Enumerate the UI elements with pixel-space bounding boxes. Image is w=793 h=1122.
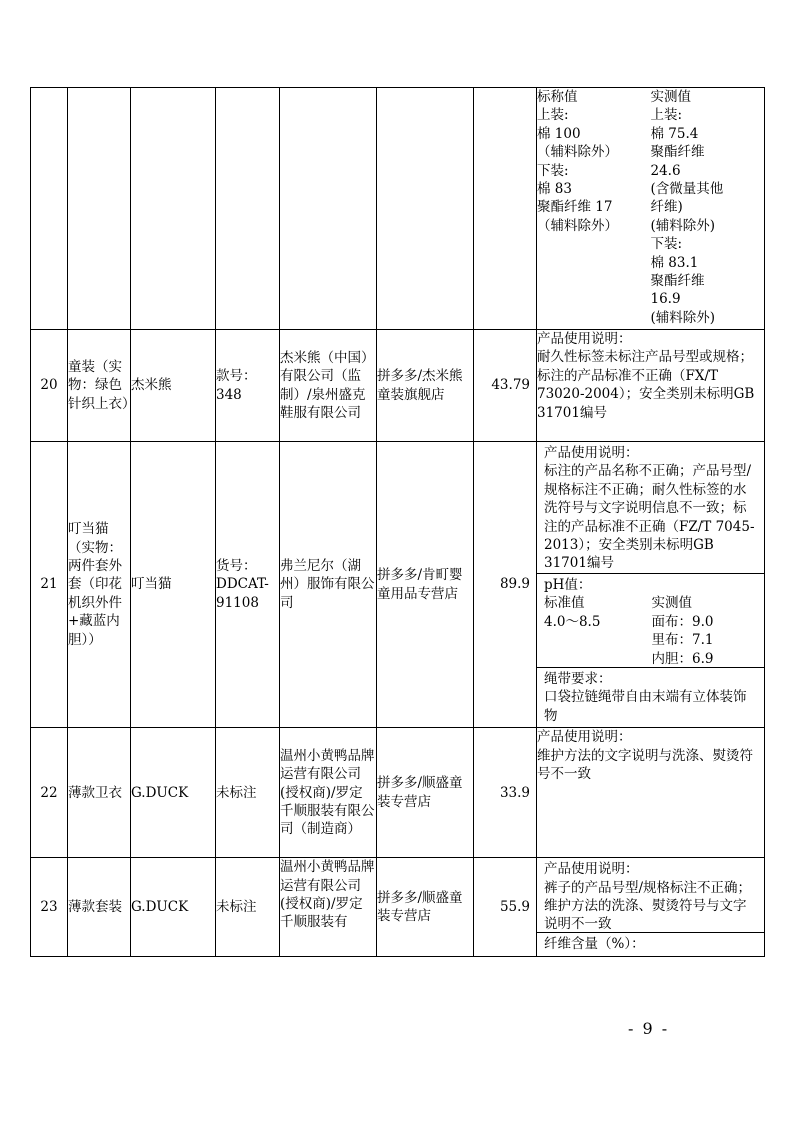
measured-line: (辅料除外) <box>650 217 716 234</box>
nominal-line: 棉 83 <box>537 181 572 198</box>
standard-label: 标准值 <box>544 595 585 612</box>
issue-block-usage <box>537 858 764 932</box>
brand: 杰米熊 <box>131 330 216 442</box>
manufacturer: 温州小黄鸭品牌运营有限公司(授权商)/罗定千顺服装有限公司（制造商） <box>280 728 377 858</box>
measured-value: 内胆：6.9 <box>651 650 714 667</box>
price: 55.9 <box>474 858 537 956</box>
table-row <box>31 858 765 956</box>
issue-cell <box>537 330 765 442</box>
table-row <box>31 728 765 858</box>
measured-line: 下装: <box>650 236 683 253</box>
brand: 叮当猫 <box>131 442 216 728</box>
row-number: 23 <box>31 858 68 956</box>
nominal-line: （辅料除外） <box>537 217 618 234</box>
model: 款号：348 <box>216 330 280 442</box>
manufacturer: 杰米熊（中国）有限公司（监制）/泉州盛克鞋服有限公司 <box>280 330 377 442</box>
issue-text: 耐久性标签未标注产品号型或规格；标注的产品标准不正确（FX/T 73020-2004）；安全类别未标明GB 31701编号 <box>537 349 755 421</box>
issue-title: 产品使用说明： <box>544 445 639 461</box>
measured-line: 24.6 <box>650 162 681 179</box>
row-number: 20 <box>31 330 68 442</box>
issue-block-usage <box>537 442 764 573</box>
table-row <box>31 442 765 728</box>
issue-cell <box>537 442 765 728</box>
issue-title: 绳带要求： <box>544 671 612 687</box>
measured-line: 纤维) <box>650 199 683 216</box>
issue-text: 标注的产品名称不正确；产品号型/规格标注不正确；耐久性标签的水洗符号与文字说明信息不一致；标注的产品标准不正确（FZ/T 7045-2013）；安全类别未标明GB 31701编号 <box>544 463 755 572</box>
shop: 拼多多/顺盛童装专营店 <box>377 728 474 858</box>
page-number: - 9 - <box>628 1019 670 1038</box>
measured-label: 实测值 <box>651 595 692 612</box>
issue-title: 产品使用说明： <box>537 729 632 746</box>
product-name: 叮当猫（实物：两件套外套（印花机织外件+藏蓝内胆）） <box>68 442 131 728</box>
measured-line: 聚酯纤维 <box>650 144 705 161</box>
price: 89.9 <box>474 442 537 728</box>
issue-block-cord <box>537 667 764 727</box>
model: 未标注 <box>216 858 280 956</box>
nominal-line: 上装: <box>537 107 569 124</box>
shop: 拼多多/顺盛童装专营店 <box>377 858 474 956</box>
nominal-label: 标称值 <box>537 89 578 105</box>
nominal-line: 下装: <box>537 162 569 179</box>
price: 43.79 <box>474 330 537 442</box>
issue-block-fiber <box>537 932 764 955</box>
measured-value: 面布：9.0 <box>651 613 714 630</box>
measured-line: 聚酯纤维 <box>650 273 705 290</box>
measured-value: 里布：7.1 <box>651 632 714 649</box>
measured-line: 棉 75.4 <box>650 125 699 142</box>
issue-title: pH值： <box>544 577 592 593</box>
product-name: 童装（实物：绿色针织上衣） <box>68 330 131 442</box>
manufacturer: 温州小黄鸭品牌运营有限公司(授权商)/罗定千顺服装有 <box>280 858 377 956</box>
manufacturer: 弗兰尼尔（湖州）服饰有限公司 <box>280 442 377 728</box>
table-row <box>31 330 765 442</box>
nominal-column <box>537 88 651 327</box>
measured-column <box>651 88 765 327</box>
measured-line: 上装: <box>650 107 683 124</box>
issue-title: 产品使用说明： <box>544 861 639 878</box>
shop: 拼多多/肯町婴童用品专营店 <box>377 442 474 728</box>
issue-title: 纤维含量（%）： <box>544 936 645 953</box>
table-row-continuation <box>31 88 765 330</box>
fiber-values <box>537 88 764 327</box>
product-name: 薄款套装 <box>68 858 131 956</box>
model: 未标注 <box>216 728 280 858</box>
row-number: 21 <box>31 442 68 728</box>
nominal-line: （辅料除外） <box>537 144 618 161</box>
nominal-line: 棉 100 <box>537 125 581 142</box>
model: 货号：DDCAT-91108 <box>216 442 280 728</box>
measured-line: 棉 83.1 <box>650 254 699 271</box>
issue-text: 口袋拉链绳带自由末端有立体装饰物 <box>544 689 747 724</box>
standard-value: 4.0～8.5 <box>544 613 601 630</box>
issue-cell <box>537 728 765 858</box>
brand: G.DUCK <box>131 728 216 858</box>
issue-title: 产品使用说明： <box>537 331 632 347</box>
measured-label: 实测值 <box>650 89 691 105</box>
issue-text: 裤子的产品号型/规格标注不正确；维护方法的洗涤、熨烫符号与文字说明不一致 <box>544 879 752 933</box>
issue-text: 维护方法的文字说明与洗涤、熨烫符号不一致 <box>537 747 753 783</box>
row-number: 22 <box>31 728 68 858</box>
price: 33.9 <box>474 728 537 858</box>
measured-line: (含微量其他 <box>650 181 724 198</box>
measured-line: 16.9 <box>650 291 681 308</box>
issue-cell <box>537 858 765 956</box>
nominal-line: 聚酯纤维 17 <box>537 199 613 216</box>
measured-line: (辅料除外) <box>650 309 716 326</box>
inspection-table <box>30 87 765 957</box>
issue-block-ph <box>537 573 764 667</box>
shop: 拼多多/杰米熊童装旗舰店 <box>377 330 474 442</box>
product-name: 薄款卫衣 <box>68 728 131 858</box>
brand: G.DUCK <box>131 858 216 956</box>
